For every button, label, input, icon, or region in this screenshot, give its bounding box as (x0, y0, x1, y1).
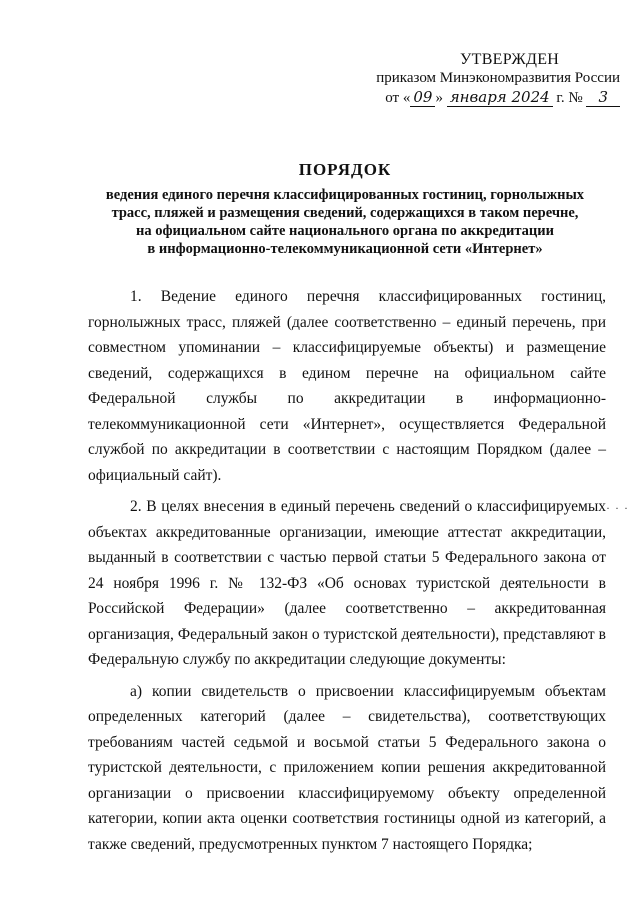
scan-margin-mark: · · · (606, 501, 629, 515)
handwritten-month-year: января 2024 (447, 88, 553, 107)
date-prefix: от « (385, 90, 411, 106)
document-title: ПОРЯДОК (298, 160, 392, 179)
subtitle-line: на официальном сайте национального органа по аккредитации (136, 223, 554, 239)
approval-heading: УТВЕРЖДЕН (460, 51, 560, 68)
document-title-block (80, 160, 610, 258)
paragraph-2: 2. В целях внесения в единый перечень сведений о классифицируемых объектах аккредитованные организации, имеющие аттестат аккредитации, выданный в соответствии с частью первой статьи 5 Федерального закона от 24 ноября 1996 г. № 132-ФЗ «Об основах туристской деятельности в Российской Федерации» (далее соответственно – аккредитованная организация, Федеральный закон о туристской деятельности), представляют в Федеральную службу по аккредитации следующие документы: (88, 498, 606, 668)
date-mid: » (435, 90, 443, 106)
subtitle-line: трасс, пляжей и размещения сведений, содержащихся в таком перечне, (111, 205, 579, 221)
number-label: г. № (556, 90, 583, 106)
subtitle-line: в информационно-телекоммуникационной сети «Интернет» (147, 241, 543, 257)
paragraph-1: 1. Ведение единого перечня классифицированных гостиниц, горнолыжных трасс, пляжей (далее соответственно – единый перечень, при совместном упоминании – классифицируемые объекты) и размещение сведений, содержащихся в едином перечне на официальном сайте Федеральной службы по аккредитации в информационно-телекоммуникационной сети «Интернет», осуществляется Федеральной службой по аккредитации в соответствии с настоящим Порядком (далее – официальный сайт). (88, 288, 606, 484)
handwritten-day: 09 (410, 88, 435, 107)
handwritten-order-number: 3 (586, 88, 620, 107)
document-subtitle (80, 186, 610, 258)
subtitle-line: ведения единого перечня классифицированных гостиниц, горнолыжных (105, 187, 585, 203)
approval-stamp (330, 50, 620, 108)
approval-order-line: приказом Минэкономразвития России (376, 70, 620, 86)
paragraph-2a: а) копии свидетельств о присвоении классифицируемым объектам определенных категорий (далее – свидетельства), соответствующих требованиям частей седьмой и восьмой статьи 5 Федерального закона о туристской деятельности, с приложением копии решения аккредитованной организации о присвоении классифицируемому объекту определенной категории, копии акта оценки соответствия гостиницы одной из категорий, а также сведений, предусмотренных пунктом 7 настоящего Порядка; (88, 682, 606, 853)
approval-date-line (330, 88, 620, 108)
document-body (88, 284, 606, 857)
